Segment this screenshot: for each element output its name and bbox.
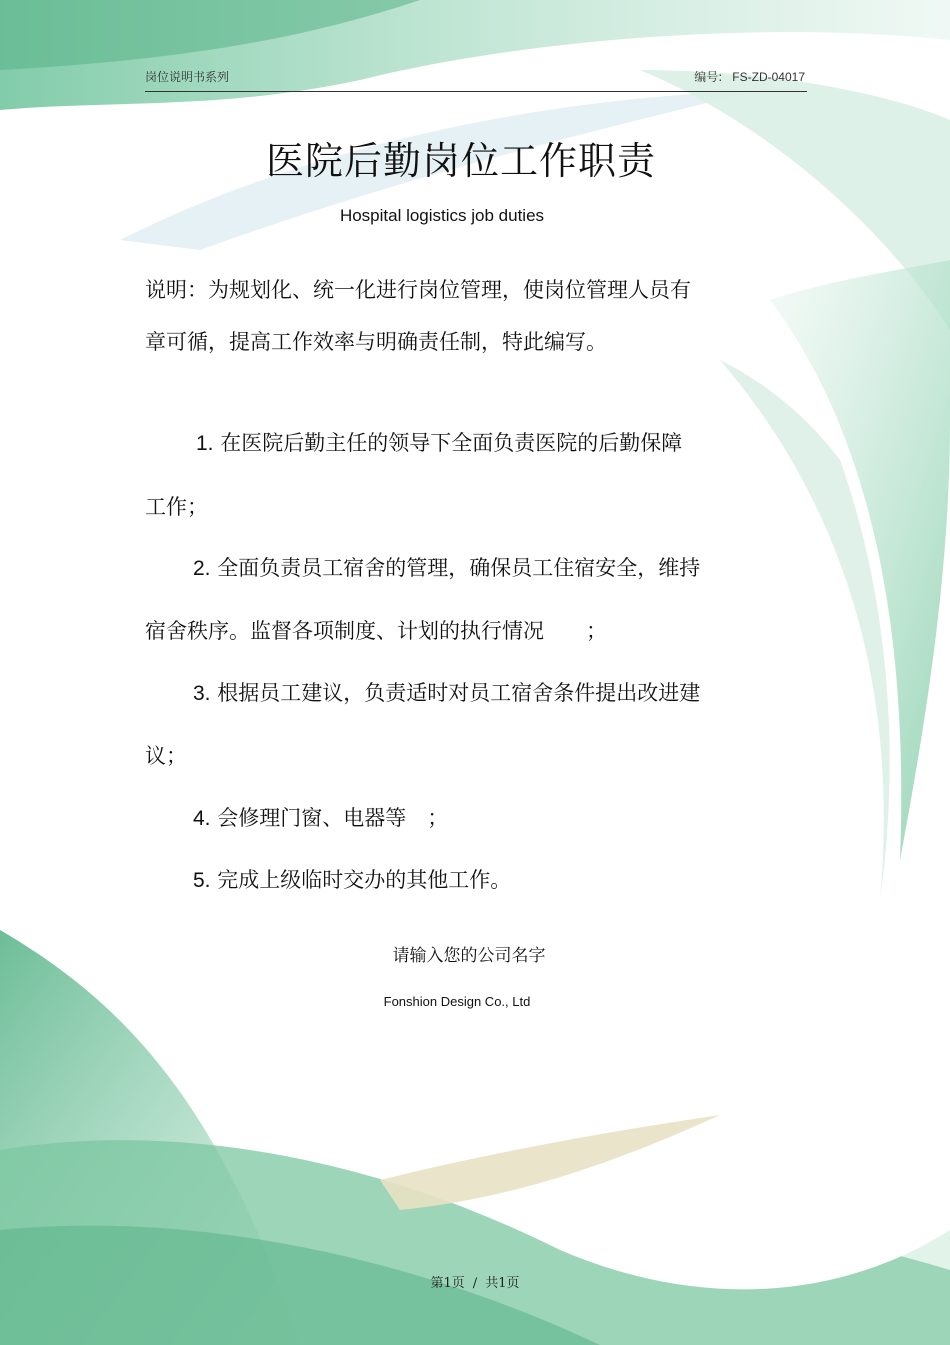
duty-item-3: [193, 677, 700, 707]
duty-number: 5.: [193, 869, 211, 892]
duty-text: 完成上级临时交办的其他工作。: [217, 868, 512, 892]
duty-item-1-cont: 工作；: [145, 495, 208, 519]
duty-item-3-cont: 议；: [145, 744, 187, 768]
header-code-value: FS-ZD-04017: [732, 70, 805, 84]
header-code: [694, 68, 805, 85]
document-subtitle: Hospital logistics job duties: [339, 206, 545, 225]
intro-line-2: 章可循，提高工作效率与明确责任制，特此编写。: [145, 330, 607, 354]
duty-number: 3.: [193, 682, 211, 705]
header-divider: [145, 91, 807, 92]
page-footer: [0, 1272, 950, 1291]
duty-item-1: [196, 427, 682, 457]
duty-item-5: [193, 864, 511, 894]
header-code-label: 编号:: [694, 70, 723, 84]
header-series-label: 岗位说明书系列: [145, 70, 230, 84]
duty-text: 会修理门窗、电器等 ；: [217, 806, 449, 830]
duty-text: 根据员工建议，负责适时对员工宿舍条件提出改进建: [217, 681, 701, 705]
page-current: 第1页: [430, 1276, 465, 1291]
document-title: 医院后勤岗位工作职责: [265, 139, 656, 183]
duty-text: 在医院后勤主任的领导下全面负责医院的后勤保障: [220, 431, 683, 455]
intro-line-1: 说明：为规划化、统一化进行岗位管理，使岗位管理人员有: [145, 278, 691, 302]
duty-item-2-cont: 宿舍秩序。监督各项制度、计划的执行情况 ；: [145, 619, 607, 643]
duty-item-2: [193, 552, 700, 582]
duty-number: 2.: [193, 557, 211, 580]
duty-text: 全面负责员工宿舍的管理，确保员工住宿安全，维持: [217, 556, 701, 580]
duty-item-4: [193, 802, 448, 832]
page-separator: /: [472, 1276, 478, 1291]
duty-number: 1.: [196, 432, 214, 455]
duty-number: 4.: [193, 807, 211, 830]
page-total: 共1页: [485, 1276, 520, 1291]
company-name-en: Fonshion Design Co., Ltd: [383, 994, 531, 1009]
company-name-cn: 请输入您的公司名字: [392, 946, 546, 966]
